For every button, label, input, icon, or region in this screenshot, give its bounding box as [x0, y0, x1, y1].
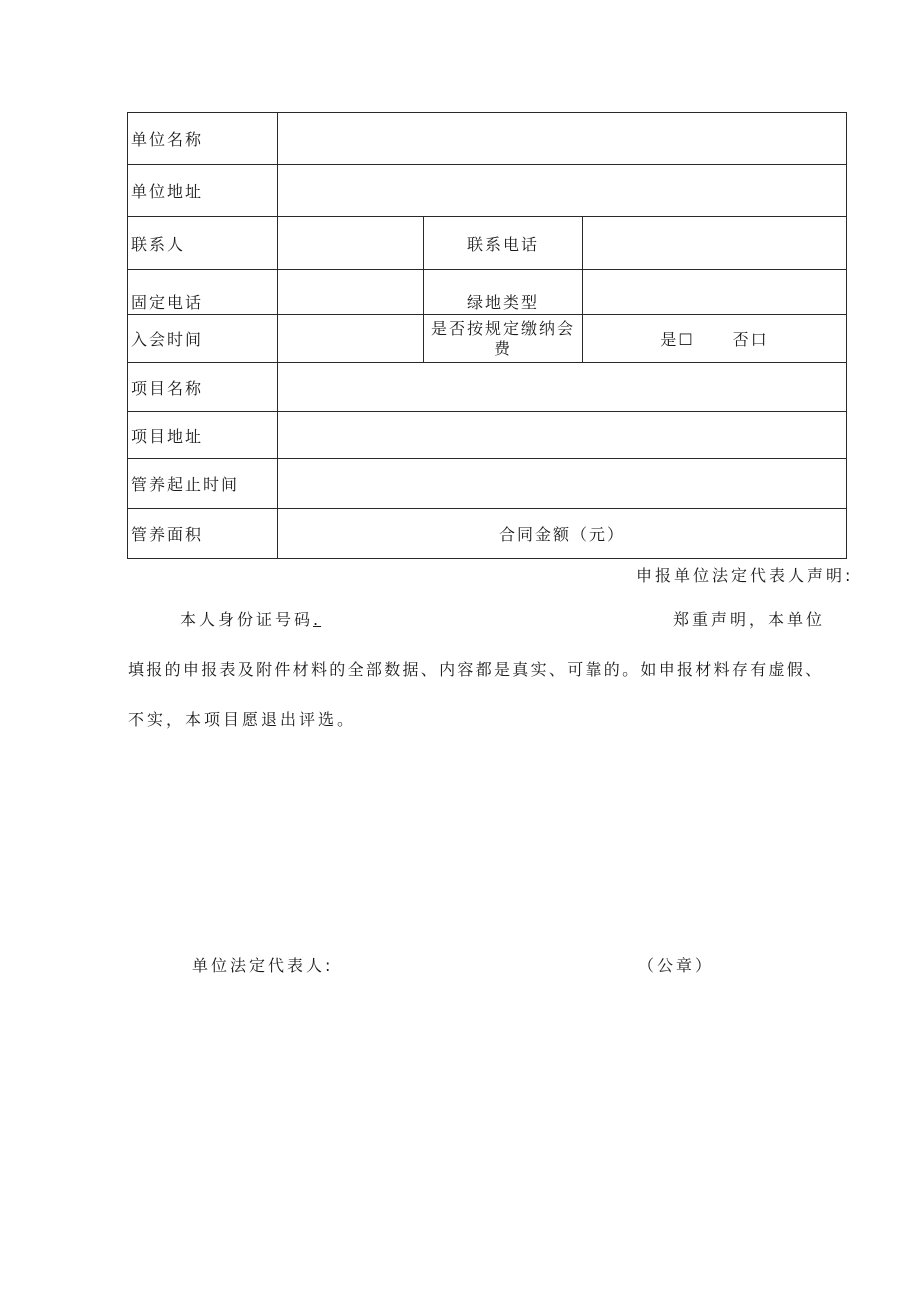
- row-unit-name: [128, 113, 847, 165]
- label-greenland-type: 绿地类型: [424, 270, 583, 315]
- application-form-table: [127, 112, 847, 559]
- label-join-time: 入会时间: [128, 315, 278, 363]
- label-maintenance-period: 管养起止时间: [128, 459, 278, 509]
- input-unit-name[interactable]: [278, 113, 847, 165]
- row-project-name: [128, 363, 847, 412]
- declaration-id-line: [180, 607, 321, 630]
- dues-options: [583, 315, 847, 363]
- label-project-name: 项目名称: [128, 363, 278, 412]
- row-fixed-phone: [128, 270, 847, 315]
- label-contract-amount: 合同金额（元）: [278, 509, 847, 559]
- input-maintenance-period[interactable]: [278, 459, 847, 509]
- input-greenland-type[interactable]: [583, 270, 847, 315]
- declaration-heading: 申报单位法定代表人声明:: [636, 566, 854, 585]
- input-join-time[interactable]: [278, 315, 424, 363]
- input-project-name[interactable]: [278, 363, 847, 412]
- label-contact-phone: 联系电话: [424, 217, 583, 270]
- label-unit-name: 单位名称: [128, 113, 278, 165]
- no-checkbox[interactable]: 否口: [732, 330, 769, 349]
- declaration-id-prefix: 本人身份证号码: [180, 610, 314, 629]
- row-unit-address: [128, 165, 847, 217]
- row-contact: [128, 217, 847, 270]
- declaration-line-2: 填报的申报表及附件材料的全部数据、内容都是真实、可靠的。如申报材料存有虚假、: [128, 660, 824, 679]
- input-project-address[interactable]: [278, 412, 847, 459]
- label-project-address: 项目地址: [128, 412, 278, 459]
- yes-checkbox[interactable]: 是☐: [660, 330, 695, 349]
- label-contact-person: 联系人: [128, 217, 278, 270]
- legal-rep-label: 单位法定代表人:: [192, 956, 334, 975]
- id-number-blank[interactable]: .: [313, 610, 322, 629]
- label-unit-address: 单位地址: [128, 165, 278, 217]
- row-project-address: [128, 412, 847, 459]
- input-contact-person[interactable]: [278, 217, 424, 270]
- input-contact-phone[interactable]: [583, 217, 847, 270]
- label-maintenance-area: 管养面积: [128, 509, 278, 559]
- label-dues-question: 是否按规定缴纳会费: [424, 315, 583, 363]
- input-unit-address[interactable]: [278, 165, 847, 217]
- row-maintenance-area: [128, 509, 847, 559]
- label-fixed-phone: 固定电话: [128, 270, 278, 315]
- row-maintenance-period: [128, 459, 847, 509]
- row-join-time: [128, 315, 847, 363]
- declaration-solemn: 郑重声明，本单位: [673, 610, 826, 629]
- input-fixed-phone[interactable]: [278, 270, 424, 315]
- seal-label: （公章）: [638, 956, 715, 975]
- declaration-line-3: 不实，本项目愿退出评选。: [128, 710, 357, 729]
